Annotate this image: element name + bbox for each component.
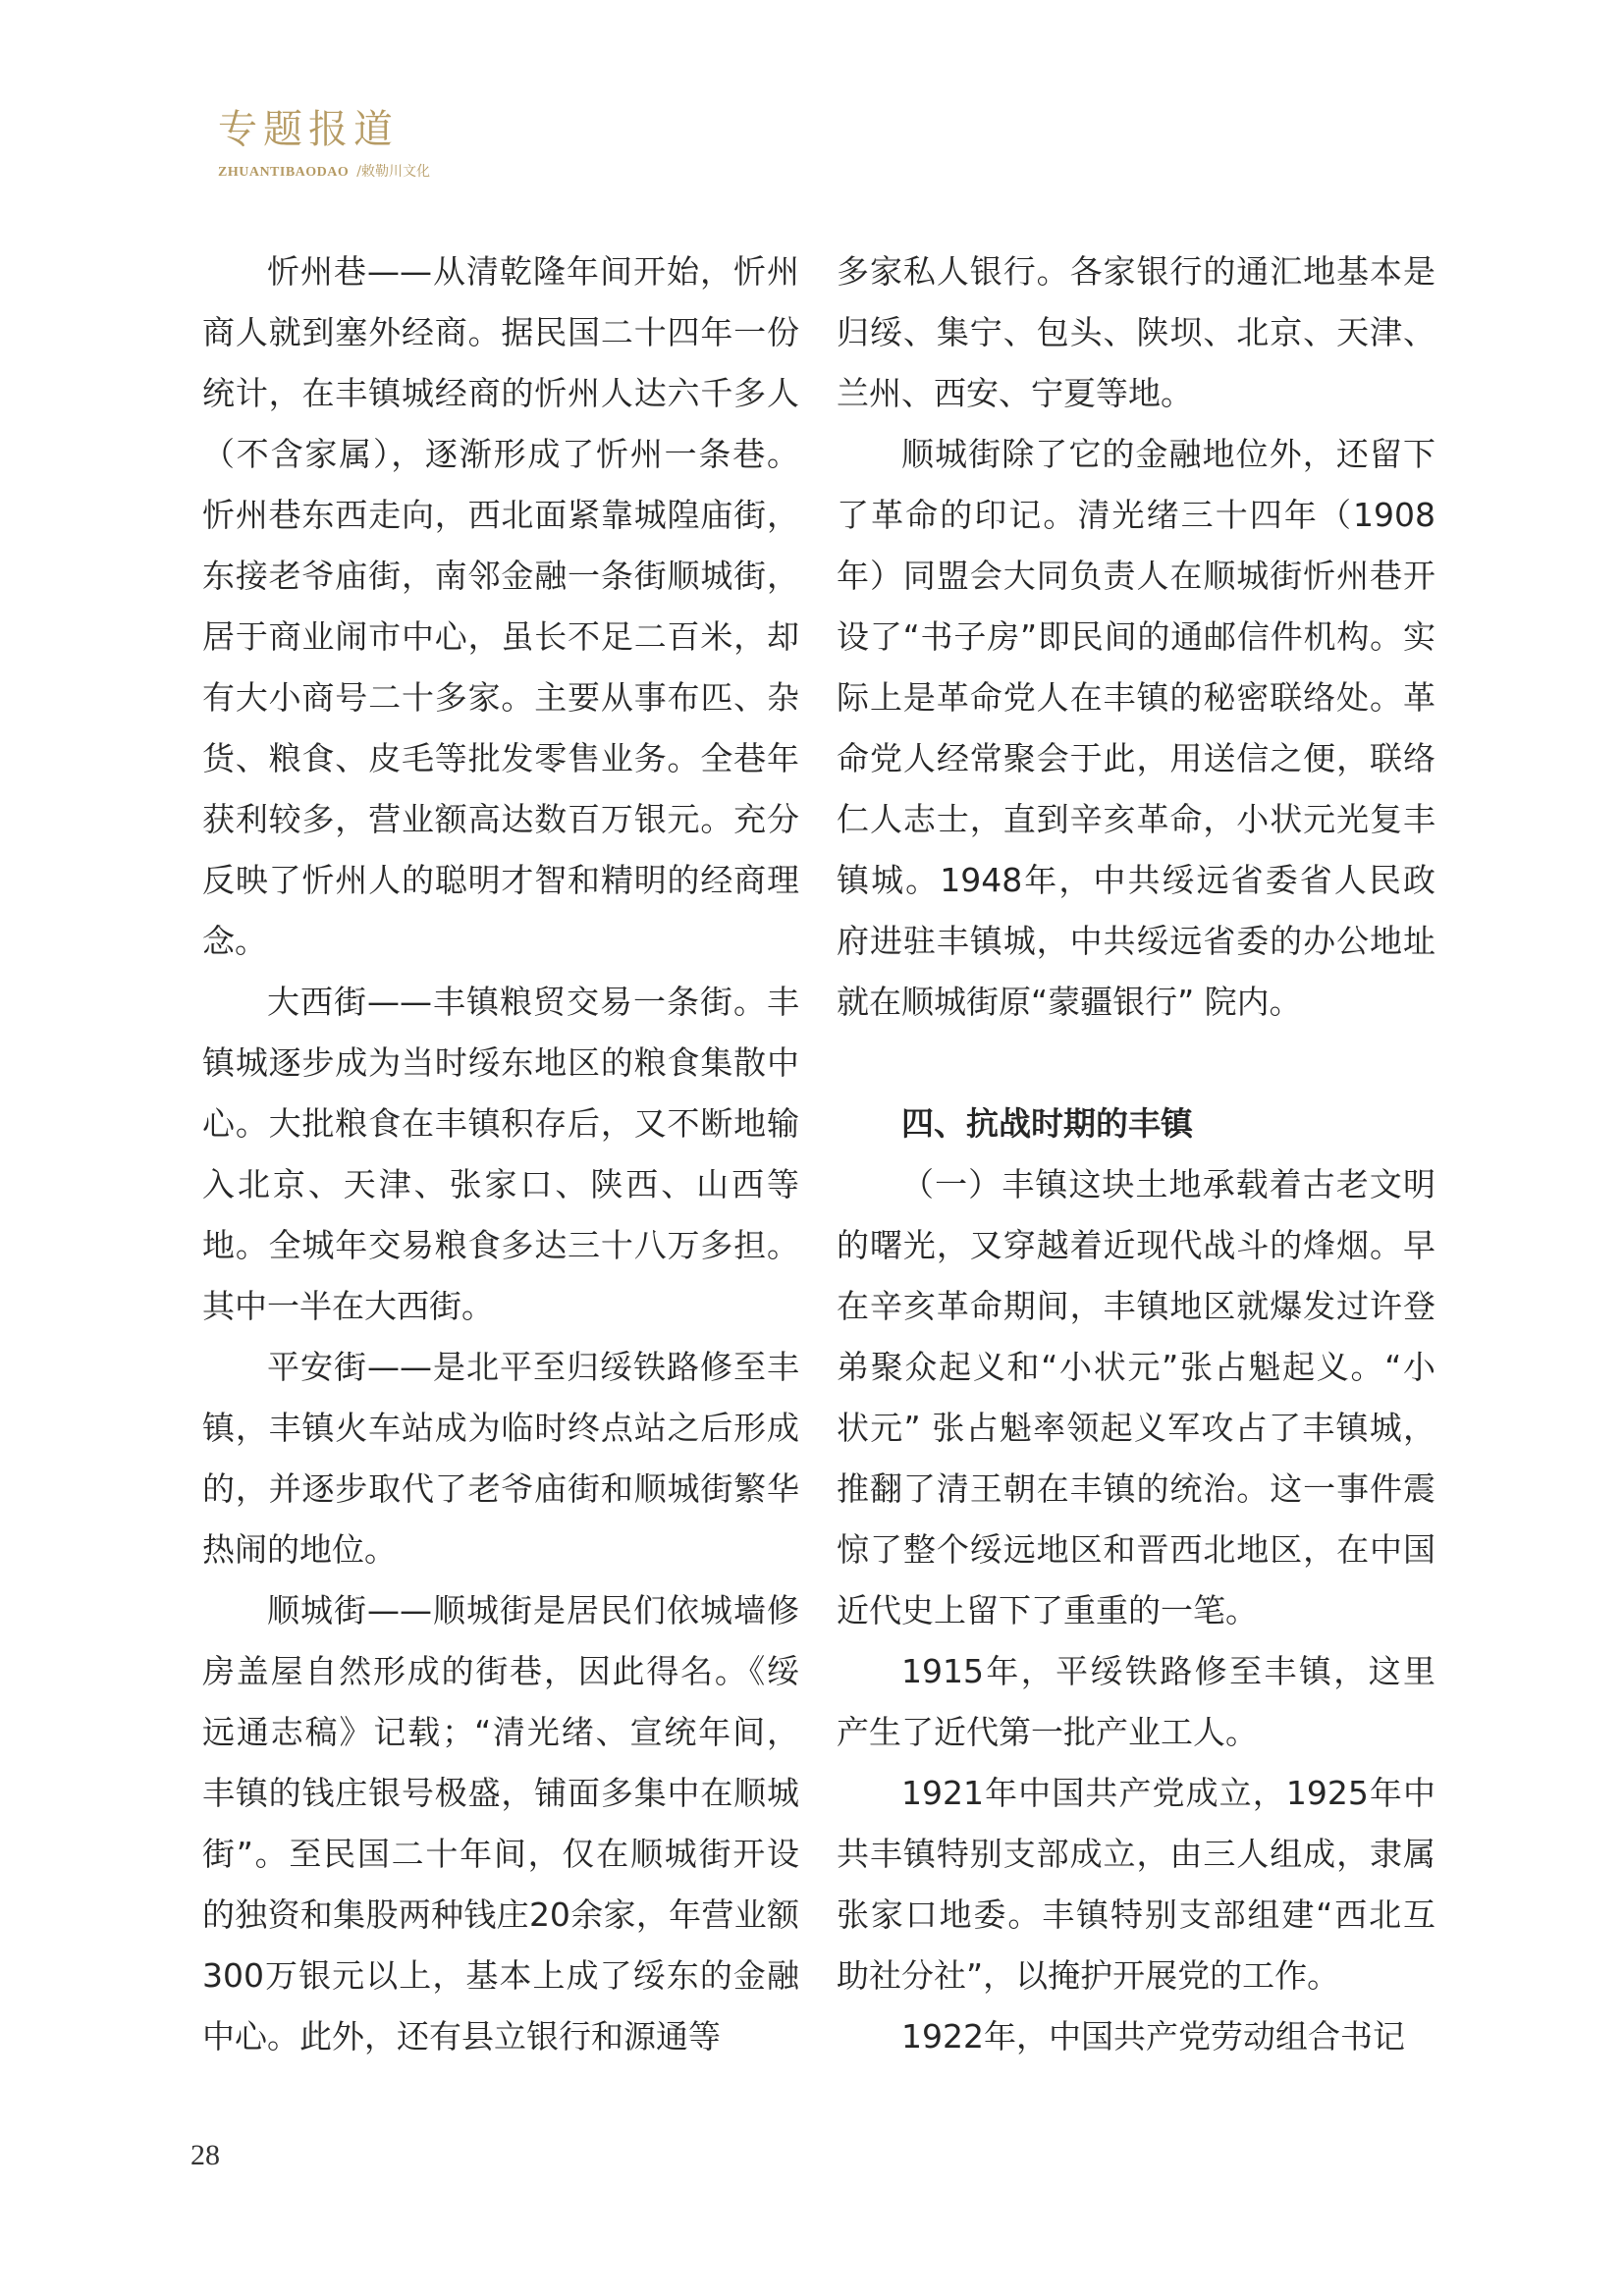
paragraph-1921: 1921年中国共产党成立，1925年中共丰镇特别支部成立，由三人组成，隶属张家口地委。丰镇特别支部组建“西北互助社分社”，以掩护开展党的工作。 — [837, 1774, 1435, 1995]
section-tag: /敕勒川文化 — [356, 164, 431, 180]
paragraph-1922: 1922年，中国共产党劳动组合书记 — [901, 2017, 1405, 2056]
section-header — [218, 107, 431, 181]
section-title: 专题报道 — [218, 107, 399, 152]
paragraph-continuation: 多家私人银行。各家银行的通汇地基本是归绥、集宁、包头、陕坝、北京、天津、兰州、西安、宁夏等地。 — [837, 252, 1435, 412]
paragraph-wartime-intro: （一）丰镇这块土地承载着古老文明的曙光，又穿越着近现代战斗的烽烟。早在辛亥革命期间，丰镇地区就爆发过许登弟聚众起义和“小状元”张占魁起义。“小状元” 张占魁率领起义军攻占了丰镇城，推翻了清王朝在丰镇的统治。这一事件震惊了整个绥远地区和晋西北地区，在中国近代史上留下了重重的一笔。 — [837, 1165, 1435, 1629]
paragraph-daxi-street: 大西街——丰镇粮贸交易一条街。丰镇城逐步成为当时绥东地区的粮食集散中心。大批粮食在丰镇积存后，又不断地输入北京、天津、张家口、陕西、山西等地。全城年交易粮食多达三十八万多担。其中一半在大西街。 — [202, 983, 799, 1325]
page-number: 28 — [190, 2139, 220, 2171]
section-subtitle — [218, 161, 430, 181]
paragraph-shuncheng-street: 顺城街——顺城街是居民们依城墙修房盖屋自然形成的街巷，因此得名。《绥远通志稿》记载；“清光绪、宣统年间，丰镇的钱庄银号极盛，铺面多集中在顺城街”。至民国二十年间，仅在顺城街开设的独资和集股两种钱庄20余家，年营业额300万银元以上，基本上成了绥东的金融中心。此外，还有县立银行和源通等 — [202, 1591, 799, 2056]
right-column — [837, 241, 1435, 2067]
section-pinyin: ZHUANTIBAODAO — [218, 165, 350, 180]
paragraph-xinzhou-lane: 忻州巷——从清乾隆年间开始，忻州商人就到塞外经商。据民国二十四年一份统计，在丰镇城经商的忻州人达六千多人（不含家属），逐渐形成了忻州一条巷。忻州巷东西走向，西北面紧靠城隍庙街，东接老爷庙街，南邻金融一条街顺城街，居于商业闹市中心，虽长不足二百米，却有大小商号二十多家。主要从事布匹、杂货、粮食、皮毛等批发零售业务。全巷年获利较多，营业额高达数百万银元。充分反映了忻州人的聪明才智和精明的经商理念。 — [202, 252, 799, 960]
paragraph-revolution-mark: 顺城街除了它的金融地位外，还留下了革命的印记。清光绪三十四年（1908年）同盟会大同负责人在顺城街忻州巷开设了“书子房”即民间的通邮信件机构。实际上是革命党人在丰镇的秘密联络处。革命党人经常聚会于此，用送信之便，联络仁人志士，直到辛亥革命，小状元光复丰镇城。1948年，中共绥远省委省人民政府进驻丰镇城，中共绥远省委的办公地址就在顺城街原“蒙疆银行” 院内。 — [837, 435, 1435, 1021]
section-heading: 四、抗战时期的丰镇 — [901, 1104, 1193, 1143]
paragraph-1915: 1915年，平绥铁路修至丰镇，这里产生了近代第一批产业工人。 — [837, 1652, 1435, 1751]
paragraph-pingan-street: 平安街——是北平至归绥铁路修至丰镇，丰镇火车站成为临时终点站之后形成的，并逐步取代了老爷庙街和顺城街繁华热闹的地位。 — [202, 1348, 799, 1569]
left-column — [202, 241, 799, 2067]
